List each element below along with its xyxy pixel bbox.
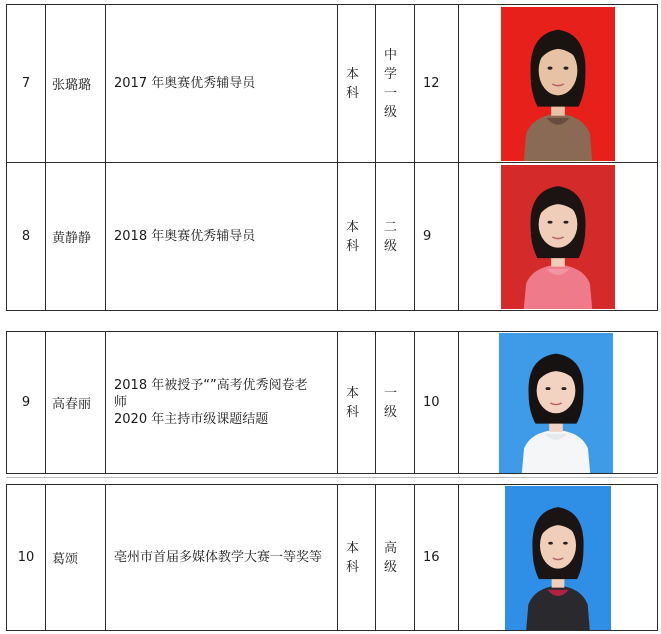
title-cell [376, 332, 415, 474]
honors-cell [106, 332, 338, 474]
teacher-name: 黄静静 [46, 163, 106, 311]
teacher-photo [499, 333, 613, 473]
teacher-photo [505, 486, 611, 630]
table-row [7, 163, 658, 311]
row-number: 7 [7, 5, 46, 163]
title-char: 级 [384, 559, 398, 575]
teaching-years: 16 [415, 485, 459, 631]
teacher-table-part-2 [6, 331, 658, 474]
honor-line: 2020 年主持市级课题结题 [114, 412, 269, 427]
education-char: 本 [346, 540, 360, 556]
title-char: 一 [384, 85, 398, 101]
row-number: 8 [7, 163, 46, 311]
row-number: 9 [7, 332, 46, 474]
photo-cell [459, 332, 658, 474]
title-char: 级 [384, 104, 398, 120]
title-cell [376, 485, 415, 631]
education-cell [338, 485, 376, 631]
title-char: 学 [384, 66, 398, 82]
title-cell [376, 163, 415, 311]
education-char: 本 [346, 385, 360, 401]
title-char: 二 [384, 219, 398, 235]
honor-line: 2017 年奥赛优秀辅导员 [114, 76, 256, 91]
education-char: 科 [346, 238, 360, 254]
education-char: 科 [346, 85, 360, 101]
education-char: 科 [346, 404, 360, 420]
education-char: 科 [346, 559, 360, 575]
table-row [7, 332, 658, 474]
teaching-years: 9 [415, 163, 459, 311]
table-row [7, 485, 658, 631]
honor-line: 2018 年被授予“”高考优秀阅卷老 [114, 378, 308, 393]
education-char: 本 [346, 219, 360, 235]
honors-cell [106, 5, 338, 163]
teacher-table-part-1 [6, 4, 658, 311]
table-row [7, 5, 658, 163]
teaching-years: 12 [415, 5, 459, 163]
title-char: 高 [384, 540, 398, 556]
title-char: 中 [384, 47, 398, 63]
row-number: 10 [7, 485, 46, 631]
honors-cell [106, 163, 338, 311]
honor-line: 亳州市首届多媒体教学大赛一等奖等 [114, 550, 323, 565]
teacher-photo [501, 165, 615, 309]
teacher-name: 葛颂 [46, 485, 106, 631]
honor-line: 2018 年奥赛优秀辅导员 [114, 229, 256, 244]
title-char: 一 [384, 385, 398, 401]
photo-cell [459, 5, 658, 163]
education-char: 本 [346, 66, 360, 82]
teacher-name: 高春丽 [46, 332, 106, 474]
teacher-table-part-3 [6, 484, 658, 631]
education-cell [338, 163, 376, 311]
honor-line: 师 [114, 395, 128, 410]
title-char: 级 [384, 238, 398, 254]
title-cell [376, 5, 415, 163]
teaching-years: 10 [415, 332, 459, 474]
photo-cell [459, 485, 658, 631]
teacher-name: 张璐璐 [46, 5, 106, 163]
honors-cell [106, 485, 338, 631]
education-cell [338, 332, 376, 474]
photo-cell [459, 163, 658, 311]
education-cell [338, 5, 376, 163]
title-char: 级 [384, 404, 398, 420]
teacher-photo [501, 7, 615, 161]
page-break-line [6, 477, 657, 478]
